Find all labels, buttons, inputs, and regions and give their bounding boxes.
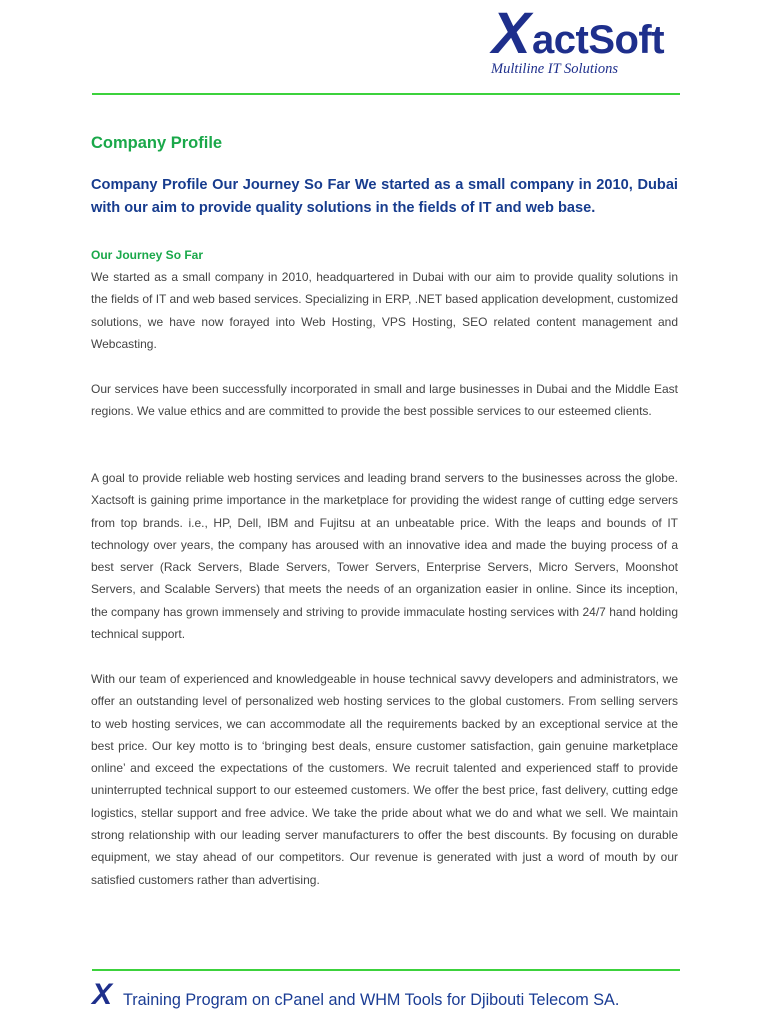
body-paragraph: A goal to provide reliable web hosting services and leading brand servers to the businesses across the globe. Xactsoft is gaining prime importance in the marketplace for providing the widest range of cutting edge servers from top brands. i.e., HP, Dell, IBM and Fujitsu at an unbeatable price. With the leaps and bounds of IT technology over years, the company has aroused with an innovative idea and made the buying process of a best server (Rack Servers, Blade Servers, Tower Servers, Enterprise Servers, Micro Servers, Moonshot Servers, and Scalable Servers) that meets the needs of an organization easier in online. Since its inception, the company has grown immensely and striving to provide immaculate hosting services with 24/7 hand holding technical support. — [91, 471, 678, 642]
page-footer — [92, 980, 732, 1014]
headline-summary: Company Profile Our Journey So Far We started as a small company in 2010, Dubai with our aim to provide quality solutions in the fields of IT and web base. — [91, 177, 678, 216]
body-paragraph: With our team of experienced and knowledgeable in house technical savvy developers and administrators, we offer an outstanding level of personalized web hosting services to the global customers. From selling servers to web hosting services, we can accommodate all the requirements backed by an exceptional service at the best price. Our key motto is to ‘bringing best deals, ensure customer satisfaction, gain genuine marketplace online’ and exceed the expectations of the customers. We recruit talented and experienced staff to provide uninterrupted technical support to our esteemed customers. We offer the best price, fast delivery, cutting edge logistics, stellar support and free advice. We take the pride about what we do and what we sell. We maintain strong relationship with our leading server manufacturers to offer the best discounts. By focusing on durable equipment, we stay ahead of our competitors. Our revenue is generated with just a word of mouth by our satisfied customers rather than advertising. — [91, 672, 678, 887]
header-divider — [92, 93, 680, 95]
logo-x-letter: X — [492, 1, 529, 66]
footer-text: Training Program on cPanel and WHM Tools for Djibouti Telecom SA. — [123, 991, 620, 1009]
footer-logo-mark: X — [92, 978, 113, 1011]
footer-divider — [92, 969, 680, 971]
subheading: Our Journey So Far — [91, 248, 204, 262]
body-paragraph: We started as a small company in 2010, headquartered in Dubai with our aim to provide quality solutions in the fields of IT and web based services. Specializing in ERP, .NET based application development, customized solutions, we have now forayed into Web Hosting, VPS Hosting, SEO related content management and Webcasting. — [91, 270, 678, 351]
section-title: Company Profile — [91, 134, 223, 152]
logo-tagline: Multiline IT Solutions — [491, 61, 619, 77]
company-logo — [488, 2, 688, 82]
logo-name: actSoft — [532, 18, 665, 62]
body-paragraph: Our services have been successfully incorporated in small and large businesses in Dubai and the Middle East regions. We value ethics and are committed to provide the best possible services to our esteemed clients. — [91, 382, 678, 419]
